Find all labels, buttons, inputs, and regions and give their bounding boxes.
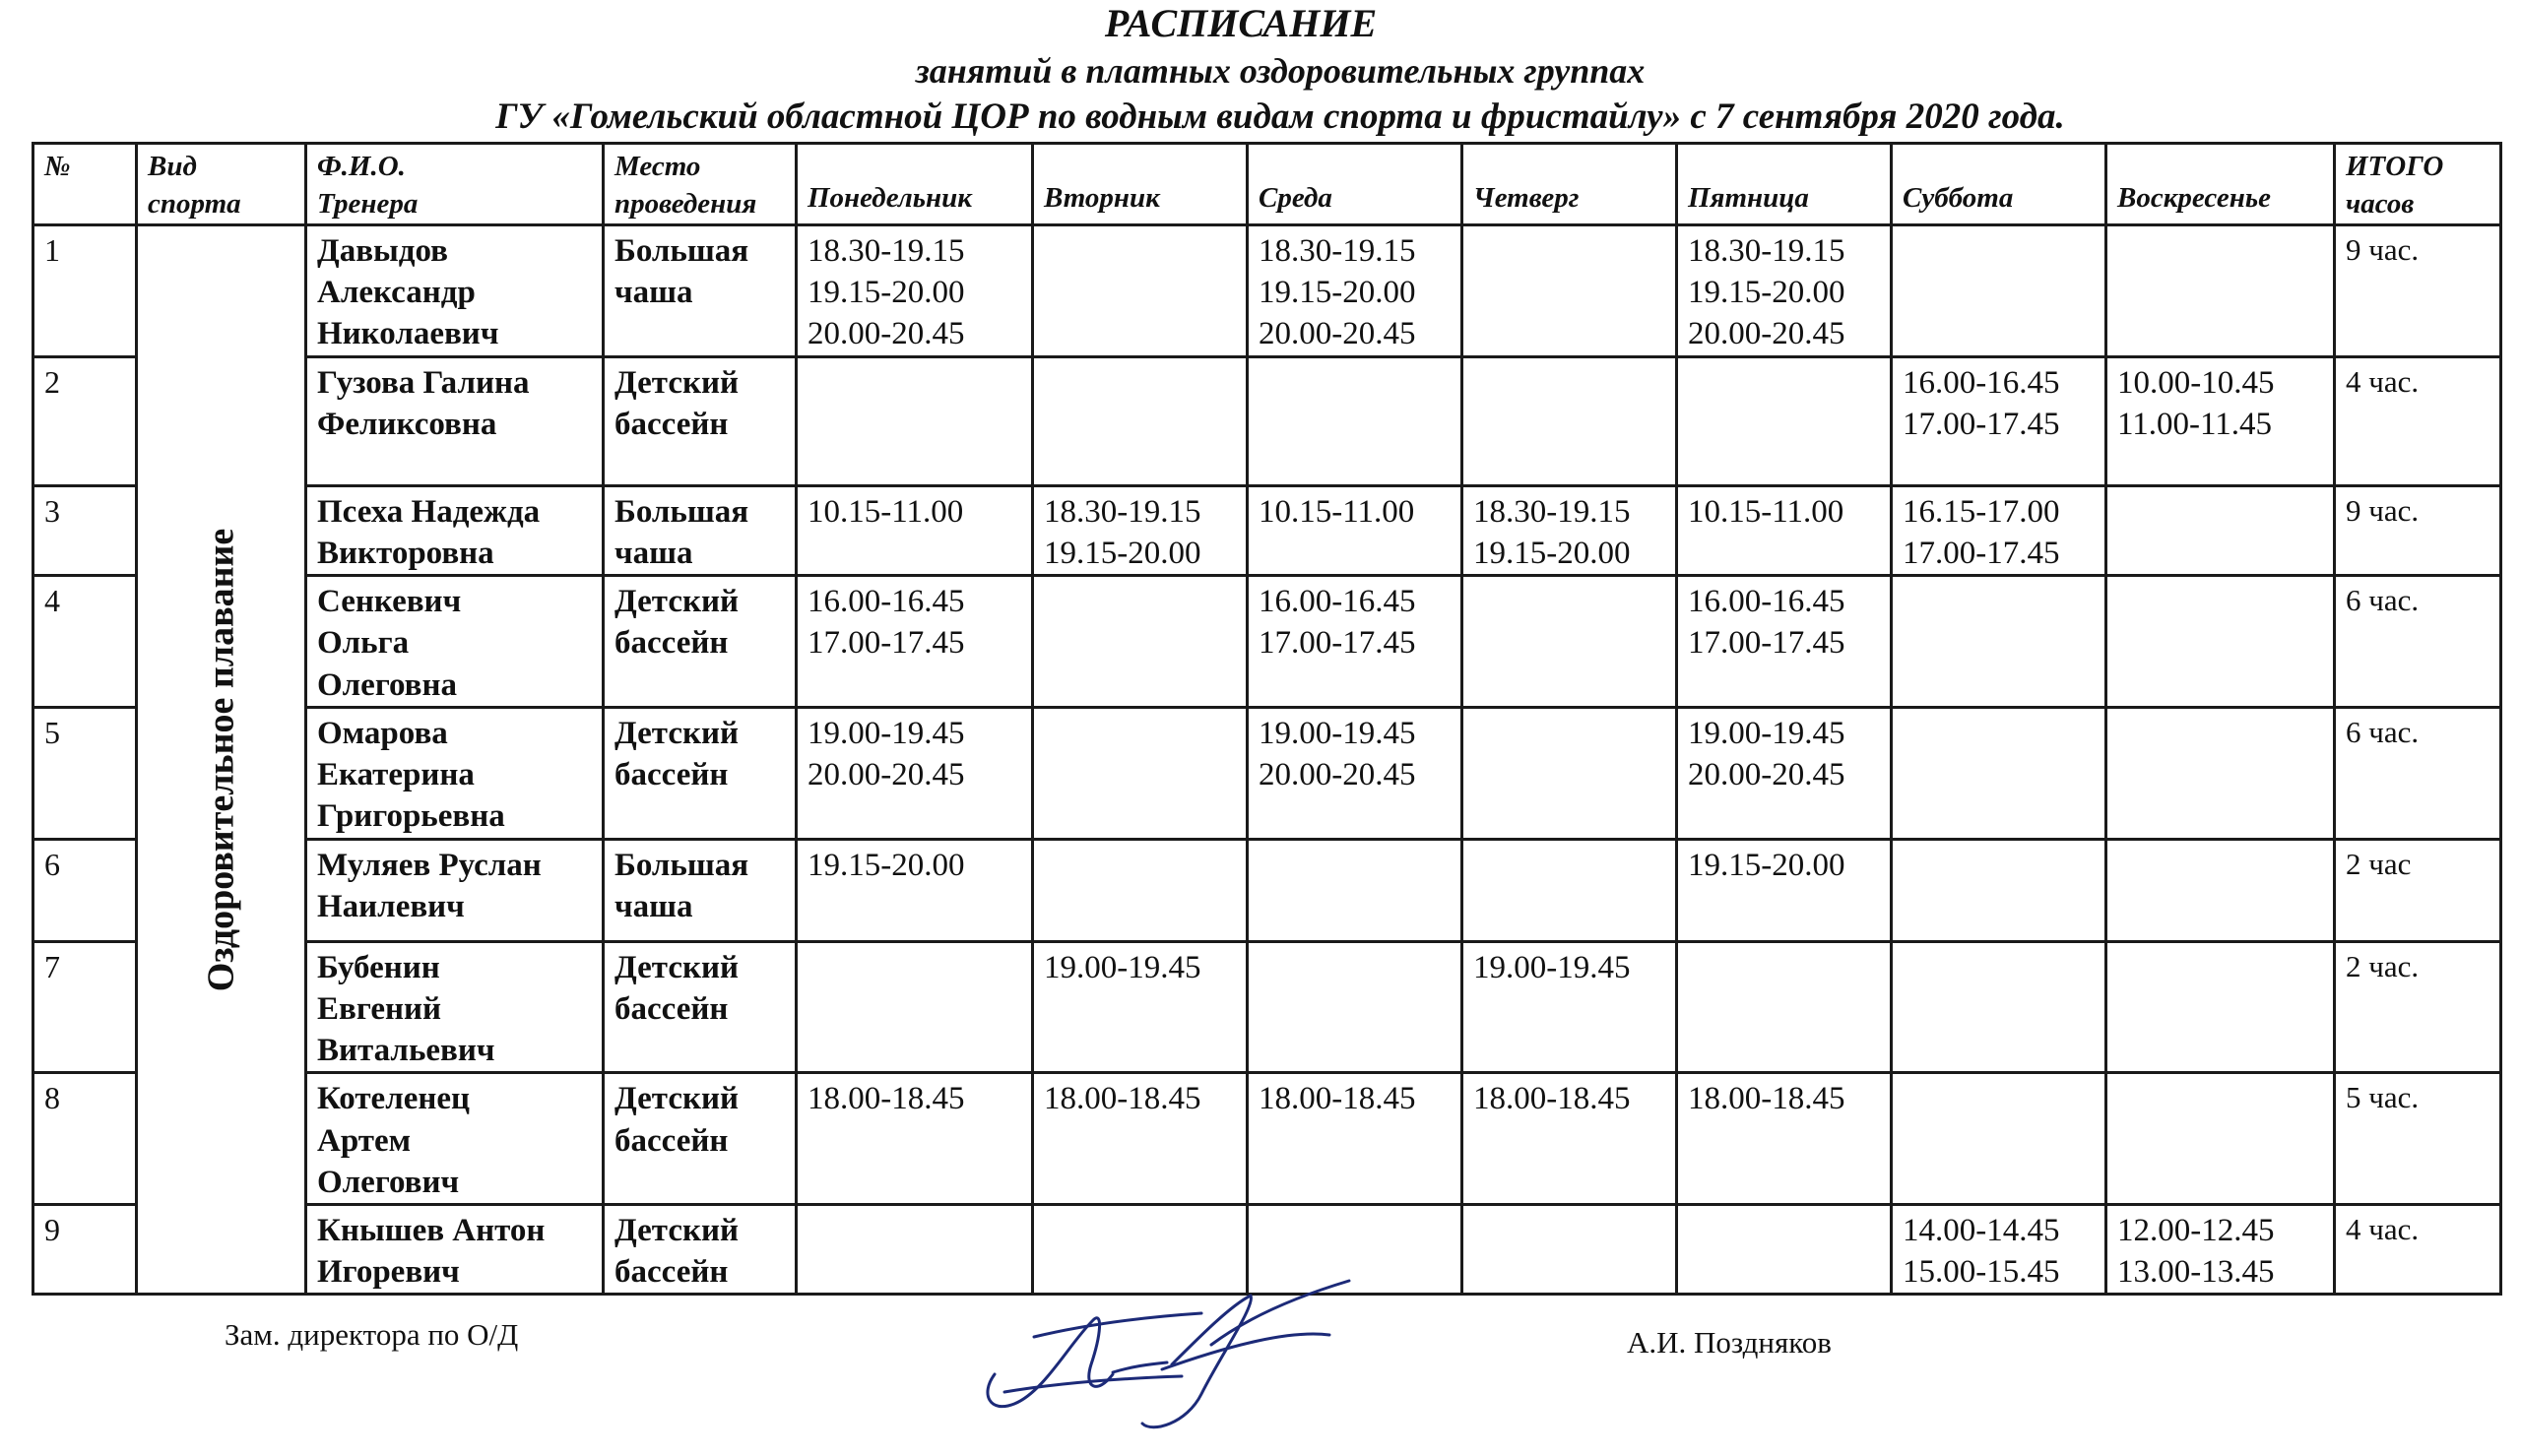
cell-line: Олегович bbox=[317, 1164, 460, 1200]
cell-line: 19.15-20.00 bbox=[1259, 275, 1416, 311]
trainer-name bbox=[306, 225, 604, 357]
schedule-cell-mon bbox=[797, 1073, 1033, 1205]
schedule-cell-thu bbox=[1462, 576, 1677, 708]
total-hours: 9 час. bbox=[2335, 225, 2501, 357]
schedule-cell-sun bbox=[2106, 941, 2335, 1073]
cell-line: 10.15-11.00 bbox=[1688, 493, 1844, 530]
cell-line: Большая bbox=[614, 233, 749, 269]
cell-line: 20.00-20.45 bbox=[1688, 757, 1845, 793]
schedule-cell-thu bbox=[1462, 1073, 1677, 1205]
schedule-cell-tue bbox=[1033, 485, 1248, 575]
cell-line: бассейн bbox=[614, 757, 729, 793]
schedule-cell-fri bbox=[1677, 225, 1892, 357]
schedule-cell-wed bbox=[1248, 707, 1462, 839]
trainer-name bbox=[306, 1073, 604, 1205]
row-number: 5 bbox=[33, 707, 137, 839]
cell-line: Большая bbox=[614, 493, 749, 530]
cell-line: 18.00-18.45 bbox=[808, 1081, 965, 1117]
page-title: РАСПИСАНИЕ bbox=[1104, 1, 1378, 45]
schedule-cell-sat bbox=[1892, 485, 2106, 575]
place-cell bbox=[604, 225, 797, 357]
schedule-cell-sat bbox=[1892, 356, 2106, 485]
cell-line: 20.00-20.45 bbox=[808, 757, 965, 793]
schedule-cell-wed bbox=[1248, 941, 1462, 1073]
schedule-cell-fri bbox=[1677, 839, 1892, 941]
place-cell bbox=[604, 356, 797, 485]
cell-line: 19.15-20.00 bbox=[1044, 535, 1201, 571]
cell-line: бассейн bbox=[614, 625, 729, 662]
row-number: 8 bbox=[33, 1073, 137, 1205]
cell-line: Давыдов bbox=[317, 233, 448, 269]
schedule-cell-fri bbox=[1677, 941, 1892, 1073]
schedule-cell-fri bbox=[1677, 485, 1892, 575]
trainer-name bbox=[306, 356, 604, 485]
cell-line: Омарова bbox=[317, 715, 448, 751]
schedule-cell-thu bbox=[1462, 707, 1677, 839]
schedule-cell-mon bbox=[797, 485, 1033, 575]
schedule-cell-sat bbox=[1892, 225, 2106, 357]
cell-line: 10.00-10.45 bbox=[2117, 364, 2275, 401]
cell-line: Николаевич bbox=[317, 316, 499, 352]
cell-line: 19.00-19.45 bbox=[808, 715, 965, 751]
cell-line: 12.00-12.45 bbox=[2117, 1212, 2275, 1248]
schedule-cell-mon bbox=[797, 225, 1033, 357]
table-row bbox=[33, 225, 2501, 357]
trainer-name bbox=[306, 485, 604, 575]
schedule-cell-thu bbox=[1462, 485, 1677, 575]
col-header-place: Место проведения bbox=[604, 144, 797, 225]
schedule-cell-mon bbox=[797, 707, 1033, 839]
table-row bbox=[33, 839, 2501, 941]
signature-image bbox=[975, 1276, 1359, 1433]
trainer-name bbox=[306, 839, 604, 941]
cell-line: Котеленец bbox=[317, 1081, 471, 1117]
cell-line: 16.00-16.45 bbox=[1259, 584, 1416, 620]
cell-line: 19.00-19.45 bbox=[1688, 715, 1845, 751]
schedule-cell-wed bbox=[1248, 839, 1462, 941]
cell-line: 18.30-19.15 bbox=[1044, 493, 1201, 530]
signatory-position: Зам. директора по О/Д bbox=[225, 1317, 519, 1352]
cell-line: Детский bbox=[614, 364, 740, 401]
schedule-cell-thu bbox=[1462, 225, 1677, 357]
col-header-sat: Суббота bbox=[1892, 144, 2106, 225]
place-cell bbox=[604, 941, 797, 1073]
total-hours: 9 час. bbox=[2335, 485, 2501, 575]
place-cell bbox=[604, 1073, 797, 1205]
cell-line: 18.30-19.15 bbox=[808, 233, 965, 269]
row-number: 2 bbox=[33, 356, 137, 485]
cell-line: Детский bbox=[614, 949, 740, 985]
cell-line: 15.00-15.45 bbox=[1903, 1254, 2060, 1291]
schedule-cell-tue bbox=[1033, 1073, 1248, 1205]
schedule-cell-sun bbox=[2106, 839, 2335, 941]
total-hours: 6 час. bbox=[2335, 707, 2501, 839]
schedule-cell-sat bbox=[1892, 1204, 2106, 1294]
schedule-table bbox=[32, 142, 2502, 1296]
row-number: 7 bbox=[33, 941, 137, 1073]
cell-line: Ольга bbox=[317, 625, 410, 662]
row-number: 6 bbox=[33, 839, 137, 941]
schedule-cell-wed bbox=[1248, 576, 1462, 708]
schedule-cell-sat bbox=[1892, 839, 2106, 941]
cell-line: 20.00-20.45 bbox=[808, 316, 965, 352]
cell-line: 10.15-11.00 bbox=[1259, 493, 1415, 530]
cell-line: Детский bbox=[614, 715, 740, 751]
cell-line: Гузова Галина bbox=[317, 364, 530, 401]
schedule-cell-sat bbox=[1892, 707, 2106, 839]
total-hours: 2 час. bbox=[2335, 941, 2501, 1073]
cell-line: 13.00-13.45 bbox=[2117, 1254, 2275, 1291]
cell-line: 19.15-20.00 bbox=[1688, 275, 1845, 311]
table-row bbox=[33, 1073, 2501, 1205]
schedule-cell-mon bbox=[797, 356, 1033, 485]
cell-line: Детский bbox=[614, 1081, 740, 1117]
total-hours: 5 час. bbox=[2335, 1073, 2501, 1205]
cell-line: 20.00-20.45 bbox=[1259, 316, 1416, 352]
schedule-cell-sun bbox=[2106, 225, 2335, 357]
cell-line: чаша bbox=[614, 275, 693, 311]
cell-line: Викторовна bbox=[317, 535, 494, 571]
cell-line: 16.00-16.45 bbox=[1688, 584, 1845, 620]
col-header-mon: Понедельник bbox=[797, 144, 1033, 225]
cell-line: Витальевич bbox=[317, 1033, 495, 1069]
place-cell bbox=[604, 485, 797, 575]
col-header-fri: Пятница bbox=[1677, 144, 1892, 225]
total-hours: 2 час bbox=[2335, 839, 2501, 941]
cell-line: 17.00-17.45 bbox=[1903, 535, 2060, 571]
schedule-cell-wed bbox=[1248, 1073, 1462, 1205]
cell-line: 18.30-19.15 bbox=[1688, 233, 1845, 269]
sport-cell bbox=[137, 225, 306, 1295]
cell-line: 16.00-16.45 bbox=[808, 584, 965, 620]
cell-line: Артем bbox=[317, 1122, 412, 1159]
row-number: 4 bbox=[33, 576, 137, 708]
schedule-cell-tue bbox=[1033, 576, 1248, 708]
schedule-cell-mon bbox=[797, 941, 1033, 1073]
cell-line: 20.00-20.45 bbox=[1259, 757, 1416, 793]
schedule-cell-tue bbox=[1033, 941, 1248, 1073]
place-cell bbox=[604, 1204, 797, 1294]
cell-line: Наилевич bbox=[317, 888, 465, 924]
cell-line: Кнышев Антон bbox=[317, 1212, 546, 1248]
cell-line: Екатерина bbox=[317, 757, 475, 793]
row-number: 1 bbox=[33, 225, 137, 357]
cell-line: 10.15-11.00 bbox=[808, 493, 964, 530]
place-cell bbox=[604, 839, 797, 941]
schedule-cell-wed bbox=[1248, 485, 1462, 575]
place-cell bbox=[604, 707, 797, 839]
row-number: 9 bbox=[33, 1204, 137, 1294]
col-header-trainer: Ф.И.О. Тренера bbox=[306, 144, 604, 225]
schedule-cell-fri bbox=[1677, 707, 1892, 839]
cell-line: 19.15-20.00 bbox=[1473, 535, 1631, 571]
total-hours: 6 час. bbox=[2335, 576, 2501, 708]
col-header-sport: Вид спорта bbox=[137, 144, 306, 225]
trainer-name bbox=[306, 1204, 604, 1294]
schedule-cell-fri bbox=[1677, 356, 1892, 485]
cell-line: 17.00-17.45 bbox=[808, 625, 965, 662]
cell-line: 20.00-20.45 bbox=[1688, 316, 1845, 352]
cell-line: Большая bbox=[614, 847, 749, 883]
schedule-cell-thu bbox=[1462, 1204, 1677, 1294]
col-header-sun: Воскресенье bbox=[2106, 144, 2335, 225]
cell-line: 19.15-20.00 bbox=[808, 275, 965, 311]
trainer-name bbox=[306, 576, 604, 708]
total-hours: 4 час. bbox=[2335, 356, 2501, 485]
cell-line: 19.00-19.45 bbox=[1044, 949, 1201, 985]
schedule-cell-sun bbox=[2106, 576, 2335, 708]
cell-line: Евгений bbox=[317, 990, 442, 1027]
cell-line: бассейн bbox=[614, 1122, 729, 1159]
schedule-cell-tue bbox=[1033, 707, 1248, 839]
cell-line: Сенкевич bbox=[317, 584, 462, 620]
cell-line: бассейн bbox=[614, 990, 729, 1027]
table-row bbox=[33, 576, 2501, 708]
schedule-cell-wed bbox=[1248, 356, 1462, 485]
schedule-cell-fri bbox=[1677, 576, 1892, 708]
table-header-row bbox=[33, 144, 2501, 225]
cell-line: 18.30-19.15 bbox=[1259, 233, 1416, 269]
cell-line: Муляев Руслан bbox=[317, 847, 542, 883]
col-header-tue: Вторник bbox=[1033, 144, 1248, 225]
cell-line: 16.15-17.00 bbox=[1903, 493, 2060, 530]
cell-line: 17.00-17.45 bbox=[1688, 625, 1845, 662]
cell-line: 14.00-14.45 bbox=[1903, 1212, 2060, 1248]
cell-line: Детский bbox=[614, 1212, 740, 1248]
col-header-total: ИТОГО часов bbox=[2335, 144, 2501, 225]
cell-line: бассейн bbox=[614, 1254, 729, 1291]
total-hours: 4 час. bbox=[2335, 1204, 2501, 1294]
table-row bbox=[33, 941, 2501, 1073]
cell-line: Феликсовна bbox=[317, 406, 497, 442]
schedule-cell-mon bbox=[797, 576, 1033, 708]
table-row bbox=[33, 707, 2501, 839]
schedule-cell-mon bbox=[797, 839, 1033, 941]
cell-line: 17.00-17.45 bbox=[1259, 625, 1416, 662]
table-row bbox=[33, 485, 2501, 575]
schedule-cell-sun bbox=[2106, 485, 2335, 575]
cell-line: 19.15-20.00 bbox=[1688, 847, 1845, 883]
col-header-num: № bbox=[33, 144, 137, 225]
schedule-cell-sun bbox=[2106, 1073, 2335, 1205]
trainer-name bbox=[306, 707, 604, 839]
cell-line: чаша bbox=[614, 888, 693, 924]
schedule-cell-sat bbox=[1892, 941, 2106, 1073]
schedule-cell-tue bbox=[1033, 225, 1248, 357]
schedule-cell-thu bbox=[1462, 839, 1677, 941]
schedule-cell-tue bbox=[1033, 839, 1248, 941]
cell-line: 19.15-20.00 bbox=[808, 847, 965, 883]
trainer-name bbox=[306, 941, 604, 1073]
cell-line: 17.00-17.45 bbox=[1903, 406, 2060, 442]
organization-line: ГУ «Гомельский областной ЦОР по водным видам спорта и фристайлу» с 7 сентября 2020 года. bbox=[495, 96, 2065, 137]
schedule-cell-sun bbox=[2106, 356, 2335, 485]
schedule-cell-sun bbox=[2106, 1204, 2335, 1294]
cell-line: бассейн bbox=[614, 406, 729, 442]
cell-line: Олеговна bbox=[317, 666, 458, 703]
cell-line: 18.30-19.15 bbox=[1473, 493, 1631, 530]
cell-line: 11.00-11.45 bbox=[2117, 406, 2273, 442]
cell-line: Александр bbox=[317, 275, 476, 311]
col-header-thu: Четверг bbox=[1462, 144, 1677, 225]
schedule-cell-tue bbox=[1033, 356, 1248, 485]
schedule-cell-sun bbox=[2106, 707, 2335, 839]
cell-line: Игоревич bbox=[317, 1254, 460, 1291]
schedule-cell-thu bbox=[1462, 356, 1677, 485]
page-subtitle: занятий в платных оздоровительных группах bbox=[915, 51, 1646, 91]
cell-line: 18.00-18.45 bbox=[1688, 1081, 1845, 1117]
col-header-wed: Среда bbox=[1248, 144, 1462, 225]
schedule-cell-fri bbox=[1677, 1073, 1892, 1205]
table-row bbox=[33, 356, 2501, 485]
sport-label: Оздоровительное плавание bbox=[200, 528, 242, 992]
cell-line: Псеха Надежда bbox=[317, 493, 541, 530]
row-number: 3 bbox=[33, 485, 137, 575]
schedule-cell-fri bbox=[1677, 1204, 1892, 1294]
cell-line: 18.00-18.45 bbox=[1259, 1081, 1416, 1117]
schedule-cell-sat bbox=[1892, 576, 2106, 708]
cell-line: Детский bbox=[614, 584, 740, 620]
cell-line: 19.00-19.45 bbox=[1473, 949, 1631, 985]
cell-line: чаша bbox=[614, 535, 693, 571]
place-cell bbox=[604, 576, 797, 708]
schedule-cell-wed bbox=[1248, 225, 1462, 357]
cell-line: 19.00-19.45 bbox=[1259, 715, 1416, 751]
cell-line: Бубенин bbox=[317, 949, 440, 985]
schedule-cell-thu bbox=[1462, 941, 1677, 1073]
signatory-name: А.И. Поздняков bbox=[1627, 1325, 1832, 1360]
cell-line: 18.00-18.45 bbox=[1044, 1081, 1201, 1117]
schedule-cell-sat bbox=[1892, 1073, 2106, 1205]
cell-line: Григорьевна bbox=[317, 798, 505, 835]
cell-line: 18.00-18.45 bbox=[1473, 1081, 1631, 1117]
cell-line: 16.00-16.45 bbox=[1903, 364, 2060, 401]
